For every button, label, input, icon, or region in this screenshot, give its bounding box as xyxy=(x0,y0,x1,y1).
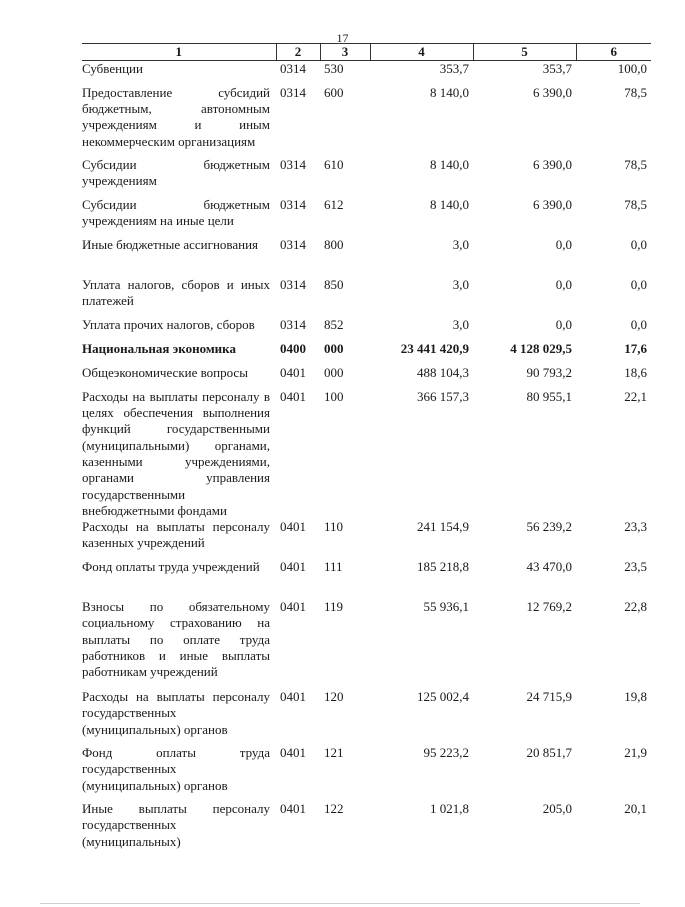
row-execution-percent: 22,1 xyxy=(624,388,647,404)
row-planned-amount: 185 218,8 xyxy=(417,559,469,575)
row-planned-amount: 3,0 xyxy=(452,276,469,292)
row-expense-type: 119 xyxy=(324,599,344,615)
row-planned-amount: 23 441 420,9 xyxy=(400,340,469,356)
header-col-5: 5 xyxy=(473,44,576,61)
header-col-1: 1 xyxy=(82,44,276,61)
row-name: Предоставление субсидий бюджетным, автономным учреждениям и иным некоммерческим организациям xyxy=(82,84,270,149)
row-execution-percent: 23,5 xyxy=(624,559,647,575)
row-actual-amount: 6 390,0 xyxy=(533,156,572,172)
row-planned-amount: 488 104,3 xyxy=(417,364,469,380)
row-actual-amount: 0,0 xyxy=(555,316,572,332)
row-expense-type: 121 xyxy=(324,745,344,761)
row-actual-amount: 4 128 029,5 xyxy=(510,340,572,356)
table-row xyxy=(82,341,651,365)
table-row xyxy=(82,85,651,157)
row-section-code: 0314 xyxy=(280,236,306,252)
row-actual-amount: 0,0 xyxy=(555,276,572,292)
row-planned-amount: 8 140,0 xyxy=(430,196,469,212)
row-section-code: 0314 xyxy=(280,156,306,172)
row-planned-amount: 366 157,3 xyxy=(417,388,469,404)
row-name: Фонд оплаты труда государственных (муниципальных) органов xyxy=(82,745,270,793)
row-section-code: 0401 xyxy=(280,801,306,817)
row-planned-amount: 241 154,9 xyxy=(417,519,469,535)
row-actual-amount: 20 851,7 xyxy=(526,745,572,761)
row-name: Фонд оплаты труда учреждений xyxy=(82,559,260,575)
header-col-3: 3 xyxy=(320,44,370,61)
row-expense-type: 600 xyxy=(324,84,344,100)
row-section-code: 0314 xyxy=(280,316,306,332)
row-actual-amount: 80 955,1 xyxy=(526,388,572,404)
table-row xyxy=(82,801,651,850)
row-expense-type: 000 xyxy=(324,364,344,380)
row-name: Субсидии бюджетным учреждениям на иные цели xyxy=(82,196,270,229)
row-section-code: 0401 xyxy=(280,559,306,575)
table-row xyxy=(82,61,651,85)
row-planned-amount: 8 140,0 xyxy=(430,84,469,100)
row-actual-amount: 6 390,0 xyxy=(533,84,572,100)
table-row xyxy=(82,365,651,389)
row-expense-type: 852 xyxy=(324,316,344,332)
row-name: Уплата налогов, сборов и иных платежей xyxy=(82,276,270,309)
row-execution-percent: 19,8 xyxy=(624,689,647,705)
table-row xyxy=(82,519,651,559)
row-execution-percent: 100,0 xyxy=(617,61,647,77)
row-section-code: 0401 xyxy=(280,364,306,380)
row-actual-amount: 90 793,2 xyxy=(526,364,572,380)
row-planned-amount: 3,0 xyxy=(452,316,469,332)
row-actual-amount: 43 470,0 xyxy=(526,559,572,575)
table-row xyxy=(82,277,651,317)
header-row xyxy=(82,44,651,61)
row-actual-amount: 24 715,9 xyxy=(526,689,572,705)
row-execution-percent: 17,6 xyxy=(624,340,647,356)
row-name: Расходы на выплаты персоналу государственных (муниципальных) органов xyxy=(82,689,270,737)
row-section-code: 0401 xyxy=(280,745,306,761)
table-row xyxy=(82,745,651,801)
row-name: Расходы на выплаты персоналу в целях обеспечения выполнения функций государственными (муниципальными) органами, казенными учреждениями, органами управления государственными внебюджетными фондами xyxy=(82,388,270,518)
row-planned-amount: 8 140,0 xyxy=(430,156,469,172)
header-col-2: 2 xyxy=(276,44,320,61)
row-expense-type: 610 xyxy=(324,156,344,172)
row-name: Общеэкономические вопросы xyxy=(82,364,248,380)
row-execution-percent: 0,0 xyxy=(630,316,647,332)
table-row xyxy=(82,197,651,237)
row-expense-type: 850 xyxy=(324,276,344,292)
row-planned-amount: 55 936,1 xyxy=(423,599,469,615)
row-section-code: 0401 xyxy=(280,599,306,615)
row-expense-type: 100 xyxy=(324,388,344,404)
row-name: Иные бюджетные ассигнования xyxy=(82,236,259,252)
row-name: Расходы на выплаты персоналу казенных учреждений xyxy=(82,519,270,551)
row-section-code: 0314 xyxy=(280,196,306,212)
table-row xyxy=(82,237,651,277)
row-actual-amount: 353,7 xyxy=(542,61,572,77)
row-section-code: 0401 xyxy=(280,388,306,404)
row-planned-amount: 3,0 xyxy=(452,236,469,252)
row-section-code: 0401 xyxy=(280,689,306,705)
table-row xyxy=(82,317,651,341)
row-expense-type: 111 xyxy=(324,559,343,575)
row-expense-type: 000 xyxy=(324,340,344,356)
table-row xyxy=(82,157,651,197)
row-expense-type: 110 xyxy=(324,519,344,535)
row-name: Национальная экономика xyxy=(82,340,236,356)
row-expense-type: 800 xyxy=(324,236,344,252)
row-execution-percent: 21,9 xyxy=(624,745,647,761)
row-name: Иные выплаты персоналу государственных (муниципальных) xyxy=(82,801,270,849)
row-name: Субсидии бюджетным учреждениям xyxy=(82,156,270,189)
row-section-code: 0314 xyxy=(280,276,306,292)
row-expense-type: 122 xyxy=(324,801,344,817)
table-row xyxy=(82,599,651,689)
table-row xyxy=(82,389,651,519)
row-execution-percent: 0,0 xyxy=(630,236,647,252)
row-section-code: 0400 xyxy=(280,340,306,356)
row-name: Уплата прочих налогов, сборов xyxy=(82,316,255,332)
row-execution-percent: 23,3 xyxy=(624,519,647,535)
row-name: Взносы по обязательному социальному страхованию на выплаты по оплате труда работников и иные выплаты работникам учреждений xyxy=(82,599,270,680)
header-col-6: 6 xyxy=(576,44,651,61)
table-row xyxy=(82,689,651,745)
row-execution-percent: 78,5 xyxy=(624,84,647,100)
page-number: 17 xyxy=(336,31,349,45)
row-execution-percent: 0,0 xyxy=(630,276,647,292)
row-actual-amount: 12 769,2 xyxy=(526,599,572,615)
row-execution-percent: 78,5 xyxy=(624,196,647,212)
row-planned-amount: 1 021,8 xyxy=(430,801,469,817)
row-expense-type: 530 xyxy=(324,61,344,77)
row-section-code: 0314 xyxy=(280,61,306,77)
row-actual-amount: 6 390,0 xyxy=(533,196,572,212)
row-execution-percent: 22,8 xyxy=(624,599,647,615)
row-expense-type: 120 xyxy=(324,689,344,705)
row-execution-percent: 20,1 xyxy=(624,801,647,817)
row-actual-amount: 56 239,2 xyxy=(526,519,572,535)
row-section-code: 0314 xyxy=(280,84,306,100)
row-execution-percent: 78,5 xyxy=(624,156,647,172)
row-planned-amount: 95 223,2 xyxy=(423,745,469,761)
row-actual-amount: 205,0 xyxy=(542,801,572,817)
row-execution-percent: 18,6 xyxy=(624,364,647,380)
row-planned-amount: 125 002,4 xyxy=(417,689,469,705)
row-planned-amount: 353,7 xyxy=(439,61,469,77)
budget-table xyxy=(82,43,651,850)
table-row xyxy=(82,559,651,599)
row-actual-amount: 0,0 xyxy=(555,236,572,252)
row-expense-type: 612 xyxy=(324,196,344,212)
page-edge-line xyxy=(40,903,640,904)
row-name: Субвенции xyxy=(82,61,143,77)
table-body xyxy=(82,61,651,850)
row-section-code: 0401 xyxy=(280,519,306,535)
header-col-4: 4 xyxy=(370,44,473,61)
